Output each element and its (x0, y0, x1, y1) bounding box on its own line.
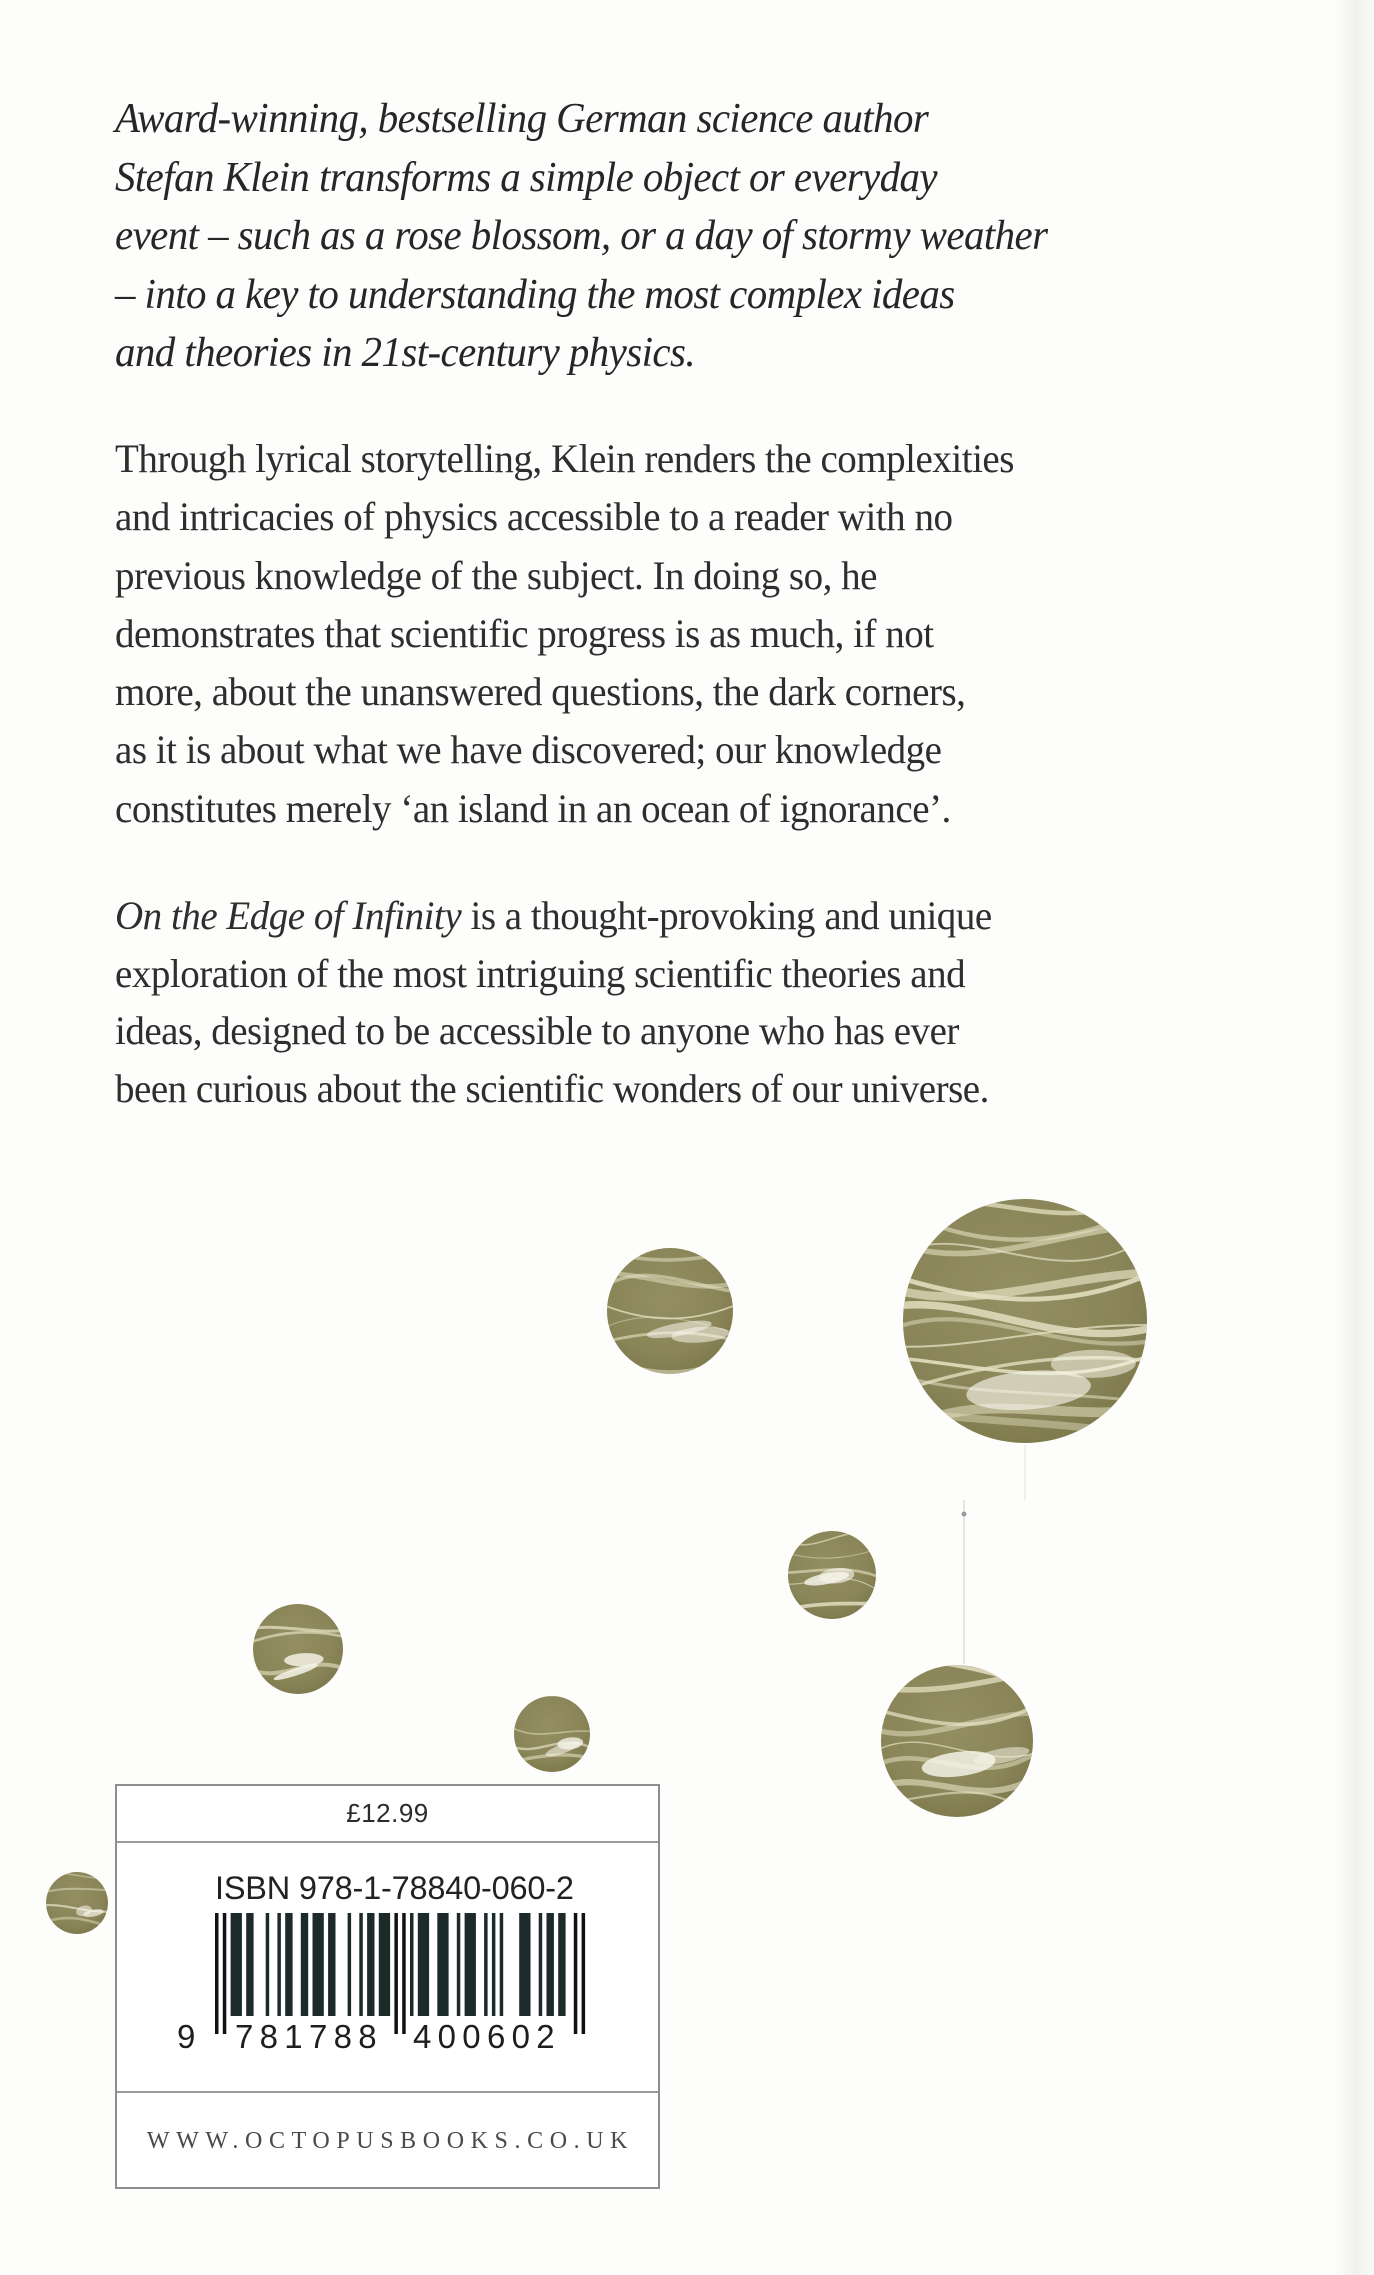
barcode-bars (215, 1913, 585, 2034)
body-line: constitutes merely ‘an island in an ocean of ignorance’. (115, 785, 951, 831)
website-row (117, 2091, 658, 2189)
barcode-left-digits: 781788 (235, 2018, 383, 2055)
planet-4-icon (248, 1599, 348, 1698)
body-line: and intricacies of physics accessible to a reader with no (115, 494, 953, 540)
closing-line: ideas, designed to be accessible to anyone who has ever (115, 1008, 959, 1054)
planet-1-icon (602, 1248, 738, 1374)
closing-line (115, 887, 1090, 945)
planet-7-icon (41, 1872, 113, 1934)
body-line: Through lyrical storytelling, Klein renders the complexities (115, 436, 1014, 481)
isbn-number: ISBN 978-1-78840-060-2 (215, 1870, 574, 1906)
intro-line: Award-winning, bestselling German science author (115, 96, 929, 142)
body-line: as it is about what we have discovered; our knowledge (115, 727, 942, 773)
body-line: more, about the unanswered questions, the dark corners, (115, 669, 966, 715)
body-paragraph (115, 430, 1115, 838)
planet-3-icon (783, 1531, 881, 1619)
body-line: demonstrates that scientific progress is as much, if not (115, 610, 934, 656)
intro-line: Stefan Klein transforms a simple object or everyday (115, 154, 938, 201)
price: £12.99 (346, 1798, 429, 1828)
barcode (117, 1786, 658, 2091)
intro-line: – into a key to understanding the most complex ideas (115, 271, 955, 318)
publisher-website: WWW.OCTOPUSBOOKS.CO.UK (146, 2127, 635, 2154)
closing-paragraph (115, 887, 1115, 1118)
planet-6-icon (876, 1662, 1038, 1819)
book-title: On the Edge of Infinity (115, 893, 462, 938)
barcode-right-digits: 400602 (413, 2018, 561, 2055)
price-barcode-label (115, 1784, 660, 2189)
planet-2-icon (898, 1189, 1152, 1443)
intro-line: event – such as a rose blossom, or a day of stormy weather (115, 213, 1048, 259)
closing-line: exploration of the most intriguing scientific theories and (115, 950, 966, 996)
intro-line: and theories in 21st-century physics. (115, 330, 696, 376)
barcode-lead-digit: 9 (177, 2018, 196, 2055)
spine-edge-shadow (1334, 0, 1374, 2275)
intro-paragraph (115, 90, 1115, 383)
thread-knot-dot (962, 1512, 967, 1517)
body-line: previous knowledge of the subject. In doing so, he (115, 552, 877, 598)
closing-line: been curious about the scientific wonders of our universe. (115, 1066, 989, 1112)
closing-line-rest: is a thought-provoking and unique (461, 893, 992, 938)
planet-5-icon (509, 1693, 595, 1772)
